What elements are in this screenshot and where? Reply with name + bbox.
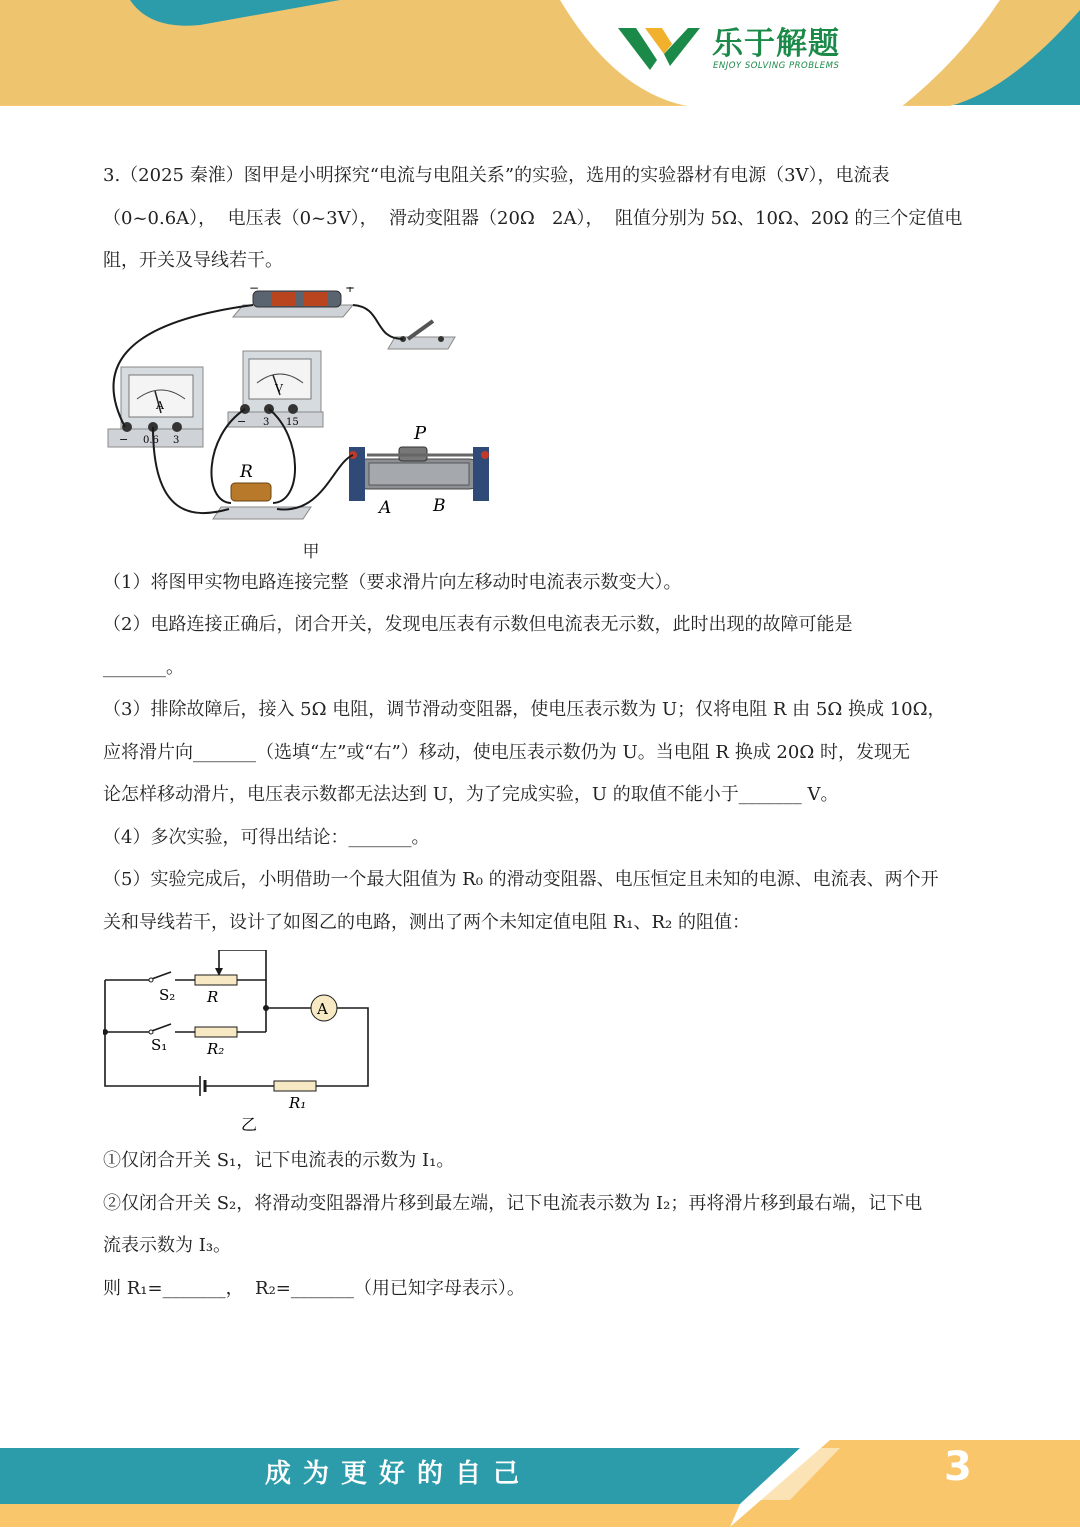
- figure-b-caption: 乙: [241, 1115, 258, 1134]
- figure-a: [103, 287, 503, 577]
- battery-minus-label: −: [249, 286, 260, 295]
- rheostat-label-p: P: [414, 422, 427, 444]
- question-2-line-1: （2）电路连接正确后，闭合开关，发现电压表有示数但电流表无示数，此时出现的故障可能是: [103, 614, 853, 635]
- resistor-r1-label: R₁: [289, 1094, 307, 1112]
- brand-name: 乐于解题: [712, 26, 840, 62]
- ammeter-label: A: [317, 1000, 328, 1018]
- ammeter-terminal-06: 0.6: [143, 434, 159, 446]
- header-banner: [0, 0, 1080, 115]
- intro-line-2: （0~0.6A）， 电压表（0~3V）， 滑动变阻器（20Ω 2A）， 阻值分别为 5Ω、10Ω、20Ω 的三个定值电: [103, 207, 963, 229]
- rheostat-icon: [349, 447, 489, 501]
- resistor-icon: [213, 483, 311, 519]
- voltmeter-terminal-3: 3: [263, 416, 270, 428]
- rheostat-label: R: [207, 988, 219, 1006]
- footer-banner: [0, 1440, 1080, 1527]
- switch-s1-label: S₁: [151, 1036, 168, 1054]
- question-1: （1）将图甲实物电路连接完整（要求滑片向左移动时电流表示数变大）。: [103, 571, 682, 593]
- circuit-schematic: [103, 950, 403, 1140]
- rheostat-label-a: A: [379, 497, 392, 518]
- ammeter-terminal-3: 3: [173, 434, 180, 446]
- resistor-label-r: R: [240, 461, 253, 482]
- battery-plus-label: +: [345, 286, 356, 295]
- switch-s2-label: S₂: [159, 986, 176, 1004]
- voltmeter-terminal-neg: −: [237, 414, 247, 428]
- answer-line: 则 R₁=_______， R₂=_______（用已知字母表示）。: [103, 1277, 525, 1299]
- circuit-physical-diagram: [103, 287, 503, 577]
- question-5-line-1: （5）实验完成后，小明借助一个最大阻值为 R₀ 的滑动变阻器、电压恒定且未知的电源、电流表、两个开: [103, 869, 939, 890]
- page-footer: [0, 1440, 1080, 1527]
- figure-b: [103, 950, 403, 1140]
- voltmeter-terminal-15: 15: [286, 416, 299, 428]
- question-3-line-1: （3）排除故障后，接入 5Ω 电阻，调节滑动变阻器，使电压表示数为 U；仅将电阻 R 由 5Ω 换成 10Ω，: [103, 699, 946, 720]
- step-2-line-2: 流表示数为 I₃。: [103, 1235, 232, 1256]
- intro-line-3: 阻，开关及导线若干。: [103, 250, 283, 271]
- question-content: [103, 155, 983, 1310]
- footer-slogan: 成为更好的自己: [265, 1459, 532, 1489]
- rheostat-label-b: B: [433, 495, 446, 516]
- page-header: [0, 0, 1080, 115]
- question-3-line-3: 论怎样移动滑片，电压表示数都无法达到 U，为了完成实验，U 的取值不能小于_______ V。: [103, 784, 839, 805]
- step-2-line-1: ②仅闭合开关 S₂，将滑动变阻器滑片移到最左端，记下电流表示数为 I₂；再将滑片移到最右端，记下电: [103, 1192, 923, 1214]
- ammeter-terminal-neg: −: [119, 432, 129, 446]
- question-4: （4）多次实验，可得出结论：_______。: [103, 826, 430, 848]
- rheostat-symbol: [195, 975, 237, 985]
- figure-a-caption: 甲: [302, 541, 320, 562]
- brand-subtitle: ENJOY SOLVING PROBLEMS: [713, 61, 840, 71]
- question-2-line-2: _______。: [103, 656, 184, 678]
- page-number: 3: [944, 1444, 972, 1490]
- voltmeter-symbol: V: [275, 381, 283, 395]
- ammeter-symbol: A: [156, 398, 164, 412]
- resistor-r1-symbol: [274, 1081, 316, 1091]
- intro-line-1: 3.（2025 秦淮）图甲是小明探究“电流与电阻关系”的实验，选用的实验器材有电源（3V），电流表: [103, 165, 890, 186]
- question-3-line-2: 应将滑片向_______（选填“左”或“右”）移动，使电压表示数仍为 U。当电阻 R 换成 20Ω 时，发现无: [103, 741, 910, 763]
- step-1: ①仅闭合开关 S₁，记下电流表的示数为 I₁。: [103, 1150, 455, 1171]
- resistor-r2-symbol: [195, 1027, 237, 1037]
- question-5-line-2: 关和导线若干，设计了如图乙的电路，测出了两个未知定值电阻 R₁、R₂ 的阻值：: [103, 911, 750, 933]
- resistor-r2-label: R₂: [207, 1040, 225, 1058]
- switch-icon: [388, 321, 455, 349]
